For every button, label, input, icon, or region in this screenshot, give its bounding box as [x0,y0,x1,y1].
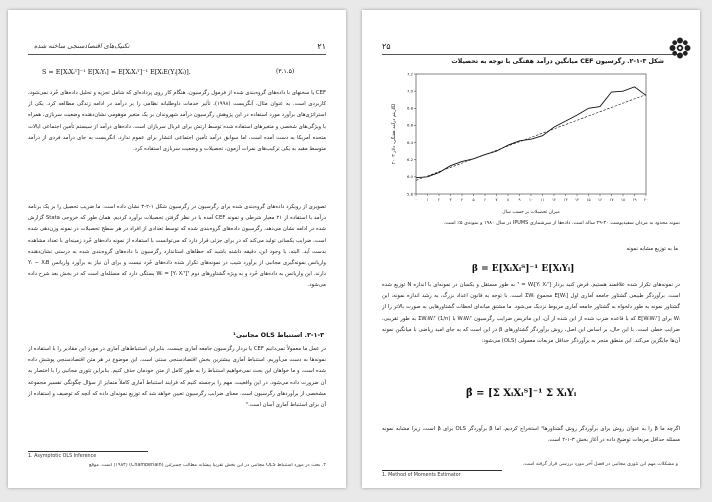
x-tick-label: ۱۷ [609,197,614,202]
right-page [362,10,700,488]
y-axis-label: لگاریتم درآمد هفتگی، دلار ۲۰۰۳ [392,103,397,165]
x-tick-label: ۱۰ [528,197,534,202]
paragraph: ما به توزیع مشابه نمونه [626,246,678,252]
x-tick-label: ۱۹ [632,197,637,202]
page-number: ۲۵ [382,42,391,51]
y-tick-label: 7.0 [406,88,413,94]
x-tick-label: ۱۸ [620,197,626,202]
section-heading: ۳-۱-۳. استنباط OLS مجانبی¹ [233,331,324,339]
paragraph: اگرچه ما β را به عنوان روش برای برآوردگر روش گشتاورها¹ استخراج کردیم، اما β برآوردگر OLS برای β است، زیرا مشابه نمونه مسئله حداقل مربعات توضیح داده در آغاز بخش ۳-۱-۲ است. [382,426,680,444]
regression-series-line [416,95,646,181]
x-axis-label: میزان تحصیلات بر حسب سال [502,210,560,215]
y-axis [407,71,416,196]
left-page-header [28,40,326,55]
footnote: 1. Asymptotic OLS Inference [28,454,97,459]
top-equation: S = E[XᵢXᵢᵀ]⁻¹ E[XᵢYᵢ] = E[XᵢXᵢᵀ]⁻¹ E[XᵢE(Yᵢ|Xᵢ)]. [42,68,191,76]
paragraph: CEF یا سخنهای با داده‌های گروه‌بندی شده از فرمول رگرسیون، هنگام کار روی پرداده‌ای که شامل تجزیه و تحلیل داده‌های خُرد نمی‌شود، کاربردی است. به عنوان مثال، آنگریست (۱۹۹۸)، تأثیر خدمات داوطلبانه نظامی را بر درآمد در ادامه زندگی مطالعه کرد. یکی از استراتژی‌های برآورد مورد استفاده در این پژوهش رگرسیون درآمد شهروندان بر یک متغیر موهومی نشان‌دهنده وضعیت سربازی، همراه با ویژگی‌های شخصی و متغیرهای استفاده شده توسط ارتش برای غربال سربازان است. داده‌های درآمد از سیستم تأمین اجتماعی ایالات متحده آمریکا به دست آمده است، اما سوابق درآمد تأمین اجتماعی انتشار برای عموم ندارد. انگریست به جای درآمد فردی از درآمد متوسط مقید به یکی ترکیب‌های نمرات آزمون، تحصیلات و وضعیت سربازی استفاده کرد. [28,90,326,153]
x-tick-label: ۰ [414,197,418,202]
x-tick-label: ۱ [426,197,429,202]
footnote: 1. Method of Moments Estimator [382,473,461,478]
footnote-rule [382,470,502,471]
page-number: ۲۱ [317,42,326,51]
x-tick-label: ۹ [518,197,521,202]
x-tick-label: ۲ [437,197,441,202]
x-tick-label: ۶ [483,197,487,202]
x-tick-label: ۳ [449,197,452,202]
x-tick-label: ۷ [495,197,498,202]
x-axis [415,194,648,202]
footnote: و مشکلات مهم این تئوری مجانبی در فصل آخر مورد بررسی قرار گرفته است. [522,462,678,467]
university-logo [668,36,692,60]
cef-series-line [416,87,646,178]
footnote-rule [28,451,148,452]
x-tick-label: ۱۵ [586,197,591,202]
x-tick-label: ۱۴ [574,197,580,202]
paragraph: در نمونه‌های تکرار شده علاقمند هستیم. فرض کنید بردار [Yᵢ Xᵢᵀ]ᵀ = Wᵢ به طور مستقل و یکسان در نمونه‌ای با اندازه N توزیع شده است. برآوردگر طبیعی گشتاور جامعه آماری اول E[Wᵢ] مجموع ΣWᵢ است. با توجه به قانون اعداد بزرگ، به رشد اندازه نمونه، این گشتاور نمونه به طور دلخواه به گشتاور جامعه آماری مربوط نزدیک می‌شود. ما مشتق میانه‌ای لحظات گشتاورهایی به صورت بالاتر را از Wᵢ برای E[WᵢWᵢᵀ] که با قاعده ضرب شده از این شده از آن، این ماتریس ضرایب رگرسیون WᵢWᵢᵀ با ΣWᵢWᵢᵀ (1/n) به طور تقریبی، ضرایب خطی است. با این حال، بر اساس این اصل، روش برآوردگر گشتاورهای β در این است که به جای امید ریاضی با میانگین نمونه آن‌ها جایگزین می‌کند. این منطق منجر به برآوردگر حداقل مربعات معمولی (OLS) می‌شود: [382,282,680,345]
chart-series [416,87,646,180]
running-head: تکنیک‌های اقتصادسنجی ساخته شده [34,42,130,50]
y-tick-label: 6.0 [406,174,413,180]
footnote: ۲. بحث در مورد استنباط OLS مجانبی در این بخش تقریباً پیشانه مطالب چمبرلین (Chamberlain) (۱۹۸۴) است. موقع [89,463,326,468]
x-tick-label: ۱۱ [540,197,545,202]
y-tick-label: 6.2 [406,157,413,163]
x-tick-label: ۱۳ [563,197,568,202]
x-tick-label: ۱۲ [551,197,557,202]
right-page-header [382,40,680,55]
y-tick-label: 6.8 [406,105,413,111]
y-tick-label: 6.4 [406,139,413,145]
figure-caption: نمونه محدود به مردان سفیدپوست ۴۰-۴۹ ساله است. داده‌ها از سرشماری IPUMS در سال ۱۹۸۰ و نمونه‌ی ۵٪ است. [443,220,680,226]
y-tick-label: 7.2 [406,71,413,77]
equation-number: (۳.۱.۵) [276,68,295,75]
x-tick-label: ۲۰ [643,197,649,202]
y-tick-label: 5.8 [406,191,413,197]
beta-hat-equation: β̂ = [Σ XᵢXᵢᵀ]⁻¹ Σ XᵢYᵢ [466,388,577,399]
chart-title: شکل ۳-۱-۲. رگرسیون CEF میانگین درآمد هفتگی با توجه به تحصیلات [451,58,664,65]
beta-equation: β = E[XᵢXᵢᵀ]⁻¹ E[XᵢYᵢ] [472,264,575,274]
y-tick-label: 6.6 [406,122,413,128]
cef-chart [386,68,656,218]
x-tick-label: ۵ [472,197,475,202]
x-tick-label: ۴ [460,197,464,202]
paragraph: تصویری از رویکرد داده‌های گروه‌بندی شده برای رگرسیون در رگرسیون شکل ۱-۲-۳ نشان داده است. ما ضریب تحصیل را بر یک برنامه درآمد با استفاده از ۲۱ معیار شرطی و نمونه CEF آمده با در نظر گرفتن تحصیلات برآورد کردیم. همان طور که خروجی Stata گزارش شده در ادامه نشان می‌دهد، رگرسیون داده‌های گروه‌بندی شده که توسط تعدادی از افراد در هر سطح تحصیلات در نمونه وزن‌دهی شده است، ضرایب یکسانی تولید می‌کند که در برای جزئی قرار دارد که می‌توانست با استفاده از نمونه داده‌های خُرد زمینه‌ای با تعداد مشاهده بدست آید. البته، با وجود این، دقیقه داشته باشید که خطاهای استاندارد رگرسیون با داده‌های گروه‌بندی شده به درستی نشان‌دهنده واریانس نمونه‌گیری مجانبی از برآورد شیب در نمونه‌های تکرار شده داده‌های خُرد نیست و برای آن نیاز به برآورد واریانس Yᵢ − XᵢΒ دارند. این واریانس به داده‌های خُرد و به ویژه گشتاورهای دوم Wᵢ = [Yᵢ Xᵢᵀ]ᵀ بستگی دارد که مسئله‌ای است که در بخش بعد شرح داده می‌شود. [28,204,326,289]
left-page [8,10,346,488]
x-tick-label: ۸ [506,197,510,202]
x-tick-label: ۱۶ [597,197,603,202]
paragraph: در عمل ما معمولاً نمی‌دانیم CEF یا بردار رگرسیون جامعه آماری چیست. بنابراین استنباط‌های آماری در مورد این مقادیر را با استفاده از نمونه‌ها به دست می‌آوریم. استنباط آماری بیشترین بخش اقتصادسنجی سنتی است. این موضوع در هر متن اقتصادسنجی پوشش داده شده است، و ما خواهان این بحث نمی‌خواهیم استنباط را به طور کامل از متن خودمان حذف کنیم. بنابراین تئوری مجانبی را با اختصار به آن ضرورت داده می‌شود. در این واقعیت، مهم را برجسته کنیم که فرایند استنباط آماری کاملاً متمایز از سؤال چگونگی تفسیر مجموعه مشخصی از برآوردهای رگرسیون است. معنای ضرایب رگرسیون تعیین خواهد شد که توزیع نمونه‌ای داده که آنچه که توصیف و استفاده از آن برای استنباط آماری آسان است.² [28,346,326,409]
